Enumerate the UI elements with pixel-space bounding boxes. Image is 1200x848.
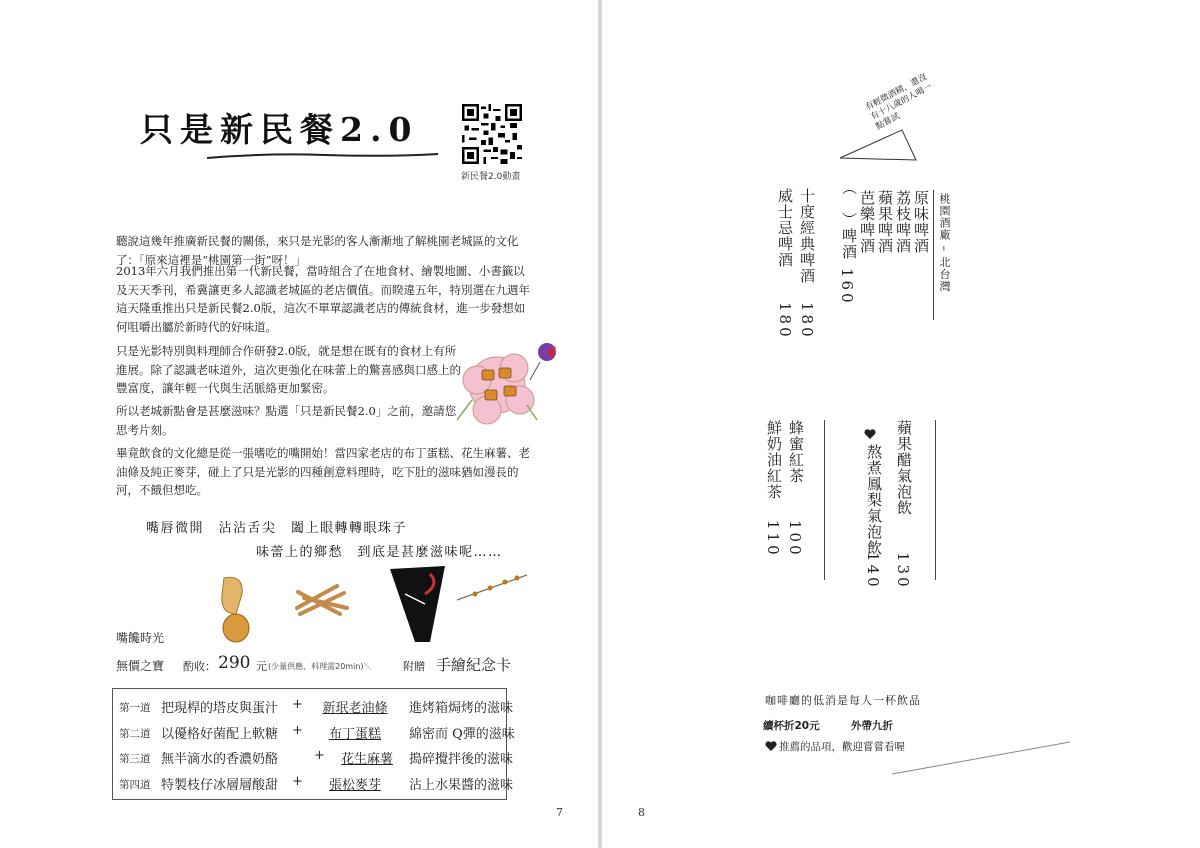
- drink-price: 130: [894, 552, 912, 590]
- beer-price: 160: [838, 268, 856, 306]
- brewery-divider: [933, 190, 934, 320]
- poem-line-1: 嘴唇微開 沾沾舌尖 闔上眼轉轉眼珠子: [146, 521, 408, 536]
- branch-illustration: [455, 570, 530, 610]
- course-main: 特製枝仔冰層層酸甜: [161, 778, 279, 793]
- recommend-note: 推薦的品項，歡迎嘗嘗看喔: [779, 741, 905, 753]
- course-item: 張松麥芽: [328, 778, 381, 793]
- course-number: 第一道: [119, 702, 151, 714]
- culture-paragraph: 畢竟飲食的文化總是從一張嗜吃的嘴開始！當四家老店的布丁蛋糕、花生麻薯、老油條及純正麥芽，碰上了只是光影的四種創意料理時，吃下肚的滋味猶如漫長的河，不餓但想吃。: [116, 446, 530, 497]
- drink-item: 熬煮鳳梨氣泡飲: [865, 444, 883, 556]
- qr-caption: 新民餐2.0動畫: [461, 172, 521, 182]
- collab-paragraph: 只是光影特別與料理師合作研發2.0版，就是想在既有的食材上有所進展。除了認識老味道外，這次更強化在味蕾上的驚喜感與口感上的豐富度，讓年輕一代與生活脈絡更加緊密。: [116, 344, 461, 395]
- course-item: 花生麻薯: [340, 752, 393, 767]
- tea-divider: [824, 420, 825, 580]
- drink-price: 140: [864, 552, 882, 590]
- section-label: 嘴饞時光: [116, 631, 165, 645]
- course-plus: +: [292, 774, 303, 789]
- beer-item: 威士忌啤酒: [776, 188, 794, 268]
- beer-item: 十度經典啤酒: [798, 188, 816, 284]
- course-number: 第四道: [119, 779, 151, 791]
- history-paragraph: 2013年六月我們推出第一代新民餐，當時組合了在地食材、繪製地圖、小書籤以及天天季刊，希冀讓更多人認識老城區的老店價值。而睽違五年，特別選在九週年這天隆重推出只是新民餐2.0版，這次不單單認識老店的傳統食材，進一步發想如何咀嚼出屬於新時代的好味道。: [116, 264, 530, 334]
- course-number: 第二道: [119, 728, 151, 740]
- course-main: 以優格好菌配上軟糖: [161, 727, 279, 742]
- course-tail: 沾上水果醬的滋味: [409, 778, 514, 793]
- course-list: [112, 688, 515, 800]
- price-note: (少量供應、料理需20min)＼: [268, 662, 372, 671]
- brewery-label: 桃園酒廠 – 北台灣: [938, 193, 951, 293]
- course-plus: +: [292, 697, 303, 712]
- gift-label: 附贈: [403, 660, 425, 673]
- course-plus: +: [292, 723, 303, 738]
- beer-item: 蘋果啤酒: [876, 190, 894, 254]
- fried-dough-illustration: [292, 578, 352, 618]
- flower-pastry-illustration: [452, 340, 567, 440]
- course-tail: 進烤箱焗烤的滋味: [409, 701, 514, 716]
- decorative-line: [892, 740, 1072, 776]
- page-number: 7: [556, 806, 563, 819]
- drink-item: 蘋果醋氣泡飲: [895, 420, 913, 516]
- intro-paragraph: 聽說這幾年推廣新民餐的關係，來只是光影的客人漸漸地了解桃園老城區的文化了：「原來這裡是“桃園第一街”呀！」: [116, 234, 519, 267]
- page-title: 只是新民餐2.0: [140, 110, 419, 149]
- course-item: 布丁蛋糕: [328, 727, 381, 742]
- takeout-discount: 外帶九折: [851, 720, 893, 732]
- drink-price: 100: [786, 520, 804, 558]
- figure-shadow-illustration: [385, 564, 465, 644]
- tea-divider: [935, 420, 936, 580]
- min-charge-note: 咖啡廳的低消是每人一杯飲品: [765, 694, 921, 707]
- beer-item: 荔枝啤酒: [894, 190, 912, 254]
- price-prefix: 酌收：: [183, 660, 216, 673]
- bread-illustration: [214, 574, 254, 644]
- beer-item: 原味啤酒: [912, 190, 930, 254]
- price-unit: 元: [256, 660, 267, 673]
- brush-underline: [205, 152, 440, 160]
- set-name: 無價之寶: [116, 659, 165, 673]
- right-page: [602, 0, 1200, 848]
- qr-code-icon: [462, 104, 522, 164]
- price-row: [116, 653, 536, 677]
- beer-item: 芭樂啤酒: [858, 190, 876, 254]
- question-paragraph: 所以老城新點會是甚麼滋味？點選「只是新民餐2.0」之前，邀請您思考片刻。: [116, 404, 457, 437]
- gift-item: 手繪紀念卡: [436, 656, 512, 674]
- drink-item: 鮮奶油紅茶: [765, 420, 783, 500]
- course-tail: 搗碎攪拌後的滋味: [409, 752, 514, 767]
- course-item: 新珉老油條: [322, 701, 388, 716]
- course-plus: +: [314, 748, 325, 763]
- course-tail: 綿密而 Q彈的滋味: [409, 727, 515, 742]
- course-main: 把現桿的塔皮與蛋汁: [161, 701, 279, 716]
- alcohol-note: 有輕微酒精，還沒有十八歲的人喝一點嘗試: [864, 72, 934, 133]
- heart-icon: [864, 428, 876, 440]
- left-page: [0, 0, 598, 848]
- heart-icon: [765, 740, 777, 752]
- beer-price: 180: [776, 302, 794, 340]
- refill-discount: 續杯折20元: [763, 720, 820, 732]
- course-main: 無半滴水的香濃奶酪: [161, 752, 279, 767]
- drink-item: 蜂蜜紅茶: [787, 420, 805, 484]
- page-number: 8: [638, 806, 645, 819]
- course-number: 第三道: [119, 753, 151, 765]
- drink-price: 110: [764, 520, 782, 558]
- poem-line-2: 味蕾上的鄉愁 到底是甚麼滋味呢……: [256, 545, 503, 560]
- set-price: 290: [218, 653, 251, 673]
- beer-price: 180: [798, 302, 816, 340]
- beer-item: （ ）啤酒: [840, 180, 858, 260]
